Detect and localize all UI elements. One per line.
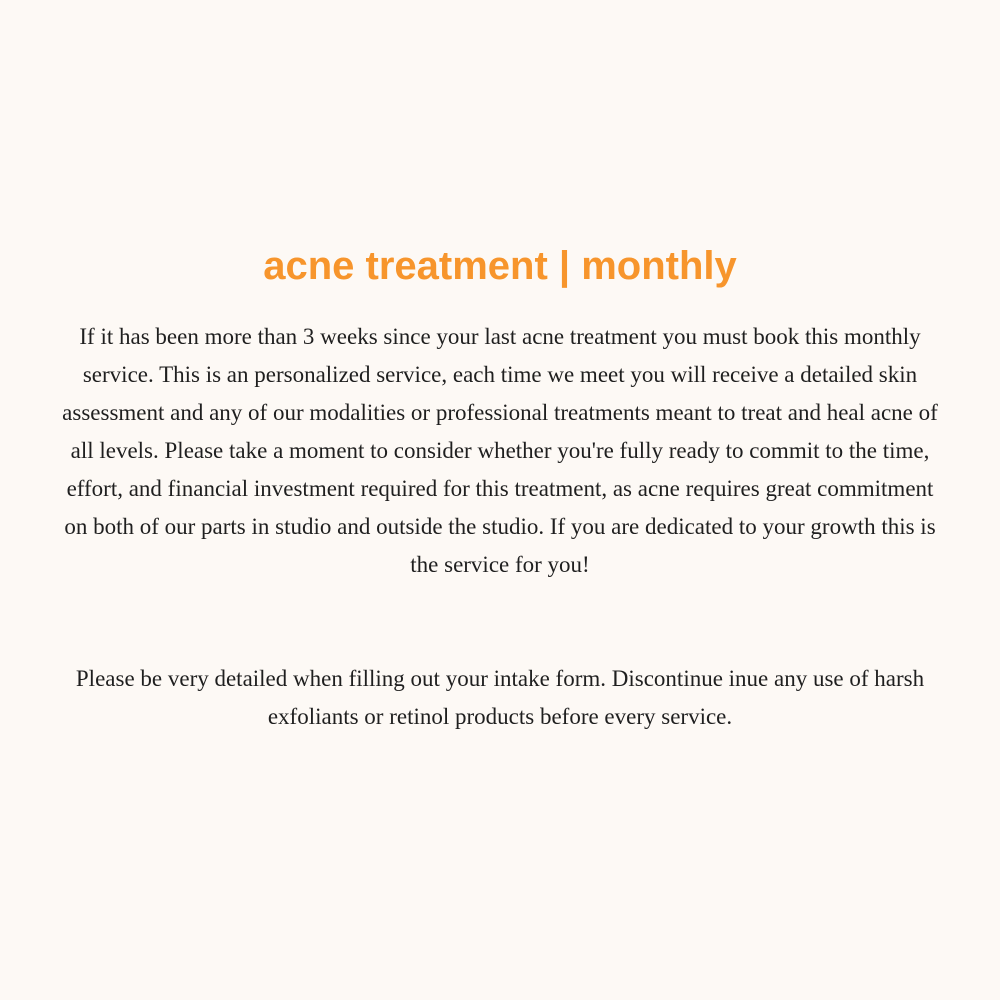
intake-instructions-paragraph: Please be very detailed when filling out your intake form. Discontinue inue any use of harsh exfoliants or retinol products before every service. bbox=[75, 666, 925, 729]
service-title: acne treatment | monthly bbox=[263, 244, 737, 288]
service-description-paragraph: If it has been more than 3 weeks since your last acne treatment you must book this monthly service. This is an personalized service, each time we meet you will receive a detailed skin assessment and any of our modalities or professional treatments meant to treat and heal acne of all levels. Please take a moment to consider whether you're fully ready to commit to the time, effort, and financial investment required for this treatment, as acne requires great commitment on both of our parts in studio and outside the studio. If you are dedicated to your growth this is the service for you! bbox=[62, 324, 938, 577]
